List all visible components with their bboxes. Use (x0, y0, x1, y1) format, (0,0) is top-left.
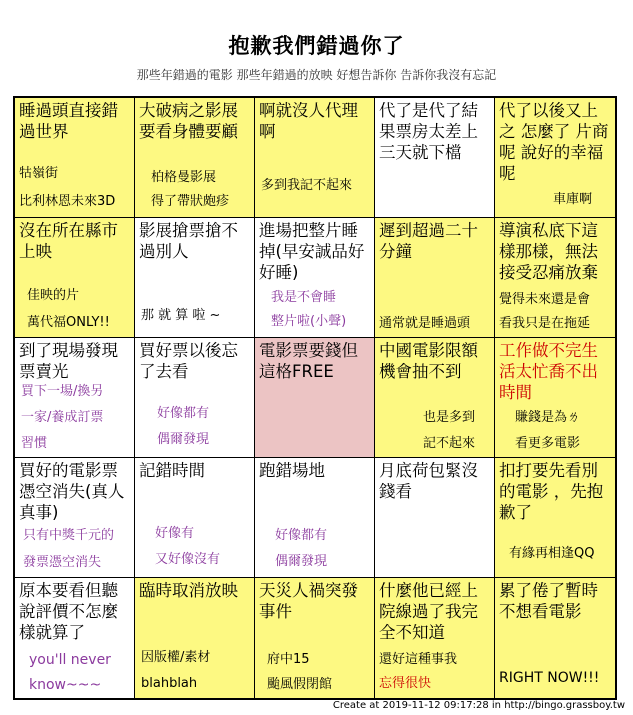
cell-note: 又好像沒有 (155, 552, 221, 567)
bingo-cell-3-4[interactable] (375, 338, 495, 458)
cell-main-text: 中國電影限額機會抽不到 (379, 341, 478, 381)
cell-note: 好像有 (155, 526, 195, 541)
cell-note: 柏格曼影展 (151, 170, 217, 185)
bingo-cell-2-3[interactable] (255, 218, 375, 338)
cell-note: 習慣 (21, 436, 48, 451)
cell-main-text: 沒在所在縣市上映 (19, 221, 118, 261)
bingo-cell-4-3[interactable] (255, 458, 375, 578)
cell-note: 賺錢是為ㄌ (515, 410, 581, 425)
cell-main-text: 代了是代了結果票房太差上三天就下檔 (379, 101, 478, 162)
cell-note: 颱風假閉館 (267, 677, 333, 692)
bingo-cell-5-2[interactable] (135, 578, 255, 698)
cell-note: 萬代福ONLY!! (27, 315, 110, 330)
bingo-cell-5-5[interactable] (495, 578, 615, 698)
cell-note: 只有中獎千元的 (23, 528, 115, 543)
cell-main-text: 大破病之影展要看身體要顧 (139, 101, 238, 141)
bingo-cell-5-3[interactable] (255, 578, 375, 698)
cell-main-text: 啊就沒人代理啊 (259, 101, 358, 141)
bingo-cell-4-5[interactable] (495, 458, 615, 578)
cell-note: 偶爾發現 (157, 432, 210, 447)
cell-note: 也是多到 (423, 410, 476, 425)
cell-note: 有緣再相逢QQ (509, 546, 595, 561)
bingo-cell-4-2[interactable] (135, 458, 255, 578)
cell-main-text: 月底荷包緊沒錢看 (379, 461, 478, 501)
cell-main-text: 記錯時間 (139, 461, 205, 480)
cell-note: 車庫啊 (553, 192, 593, 207)
cell-main-text: 工作做不完生活太忙喬不出時間 (499, 341, 598, 402)
footer-credit: Create at 2019-11-12 09:17:28 in http://bingo.grassboy.tw (332, 700, 625, 711)
cell-note: 我是不會睡 (271, 290, 337, 305)
cell-main-text: 代了以後又上之 怎麼了 片商呢 說好的幸福呢 (499, 101, 609, 183)
cell-note: 整片啦(小聲) (271, 314, 347, 329)
cell-note: 買下一場/換另 (21, 384, 104, 399)
cell-note: 牯嶺街 (19, 166, 59, 181)
cell-main-text: 買好票以後忘了去看 (139, 341, 238, 381)
bingo-cell-1-4[interactable] (375, 98, 495, 218)
cell-note: 多到我記不起來 (261, 178, 353, 193)
cell-main-text: 到了現場發現票賣光 (19, 341, 118, 381)
bingo-cell-2-5[interactable] (495, 218, 615, 338)
cell-main-text: 睡過頭直接錯過世界 (19, 101, 118, 141)
bingo-cell-4-4[interactable] (375, 458, 495, 578)
cell-note: 好像都有 (275, 528, 328, 543)
bingo-cell-2-1[interactable] (15, 218, 135, 338)
cell-note: 通常就是睡過頭 (379, 316, 471, 331)
cell-main-text: 遲到超過二十分鐘 (379, 221, 478, 261)
bingo-cell-5-1[interactable] (15, 578, 135, 698)
bingo-cell-3-5[interactable] (495, 338, 615, 458)
cell-note: 佳映的片 (27, 288, 80, 303)
bingo-cell-1-3[interactable] (255, 98, 375, 218)
bingo-cell-2-2[interactable] (135, 218, 255, 338)
cell-note: 府中15 (267, 652, 310, 667)
cell-note: 還好這種事我 (379, 652, 458, 667)
bingo-board (13, 96, 617, 700)
cell-note: 忘得很快 (379, 676, 432, 691)
cell-main-text: 臨時取消放映 (139, 581, 238, 600)
cell-main-text: 電影票要錢但這格FREE (259, 341, 358, 381)
cell-note: you'll never (29, 652, 111, 668)
cell-note: 得了帶狀皰疹 (151, 194, 230, 209)
page-subtitle: 那些年錯過的電影 那些年錯過的放映 好想告訴你 告訴你我沒有忘記 (136, 68, 497, 82)
bingo-cell-1-5[interactable] (495, 98, 615, 218)
cell-main-text: 買好的電影票憑空消失(真人真事) (19, 461, 125, 522)
bingo-cell-1-2[interactable] (135, 98, 255, 218)
bingo-cell-3-2[interactable] (135, 338, 255, 458)
bingo-cell-2-4[interactable] (375, 218, 495, 338)
cell-main-text: 影展搶票搶不過別人 (139, 221, 238, 261)
cell-main-text: 什麼他已經上院線過了我完全不知道 (379, 581, 478, 642)
cell-main-text: 天災人禍突發事件 (259, 581, 358, 621)
cell-note: know~~~ (29, 677, 102, 693)
cell-main-text: 跑錯場地 (259, 461, 325, 480)
cell-note: blahblah (141, 676, 198, 691)
cell-note: 記不起來 (423, 436, 476, 451)
cell-note: 比利林恩未來3D (19, 194, 116, 209)
cell-note: 好像都有 (157, 406, 210, 421)
cell-main-text: 導演私底下這樣那樣，無法接受忍痛放棄 (499, 221, 598, 282)
cell-note: 覺得未來還是會 (499, 292, 591, 307)
cell-note: RIGHT NOW!!! (499, 670, 600, 686)
bingo-cell-3-3-free[interactable] (255, 338, 375, 458)
cell-note: 發票憑空消失 (23, 555, 102, 570)
bingo-cell-5-4[interactable] (375, 578, 495, 698)
cell-note: 因版權/素材 (141, 650, 211, 665)
cell-note: 偶爾發現 (275, 554, 328, 569)
bingo-cell-1-1[interactable] (15, 98, 135, 218)
cell-main-text: 進場把整片睡掉(早安誠品好好睡) (259, 221, 365, 282)
cell-note: 看更多電影 (515, 436, 581, 451)
page-title: 抱歉我們錯過你了 (228, 34, 405, 58)
cell-note: 那 就 算 啦 ~ (141, 308, 221, 323)
bingo-cell-4-1[interactable] (15, 458, 135, 578)
cell-note: 看我只是在拖延 (499, 316, 591, 331)
cell-main-text: 扣打要先看別的電影 ，先抱歉了 (499, 461, 604, 522)
cell-main-text: 原本要看但聽說評價不怎麼樣就算了 (19, 581, 118, 642)
bingo-cell-3-1[interactable] (15, 338, 135, 458)
cell-note: 一家/養成訂票 (21, 410, 104, 425)
cell-main-text: 累了倦了暫時不想看電影 (499, 581, 598, 621)
